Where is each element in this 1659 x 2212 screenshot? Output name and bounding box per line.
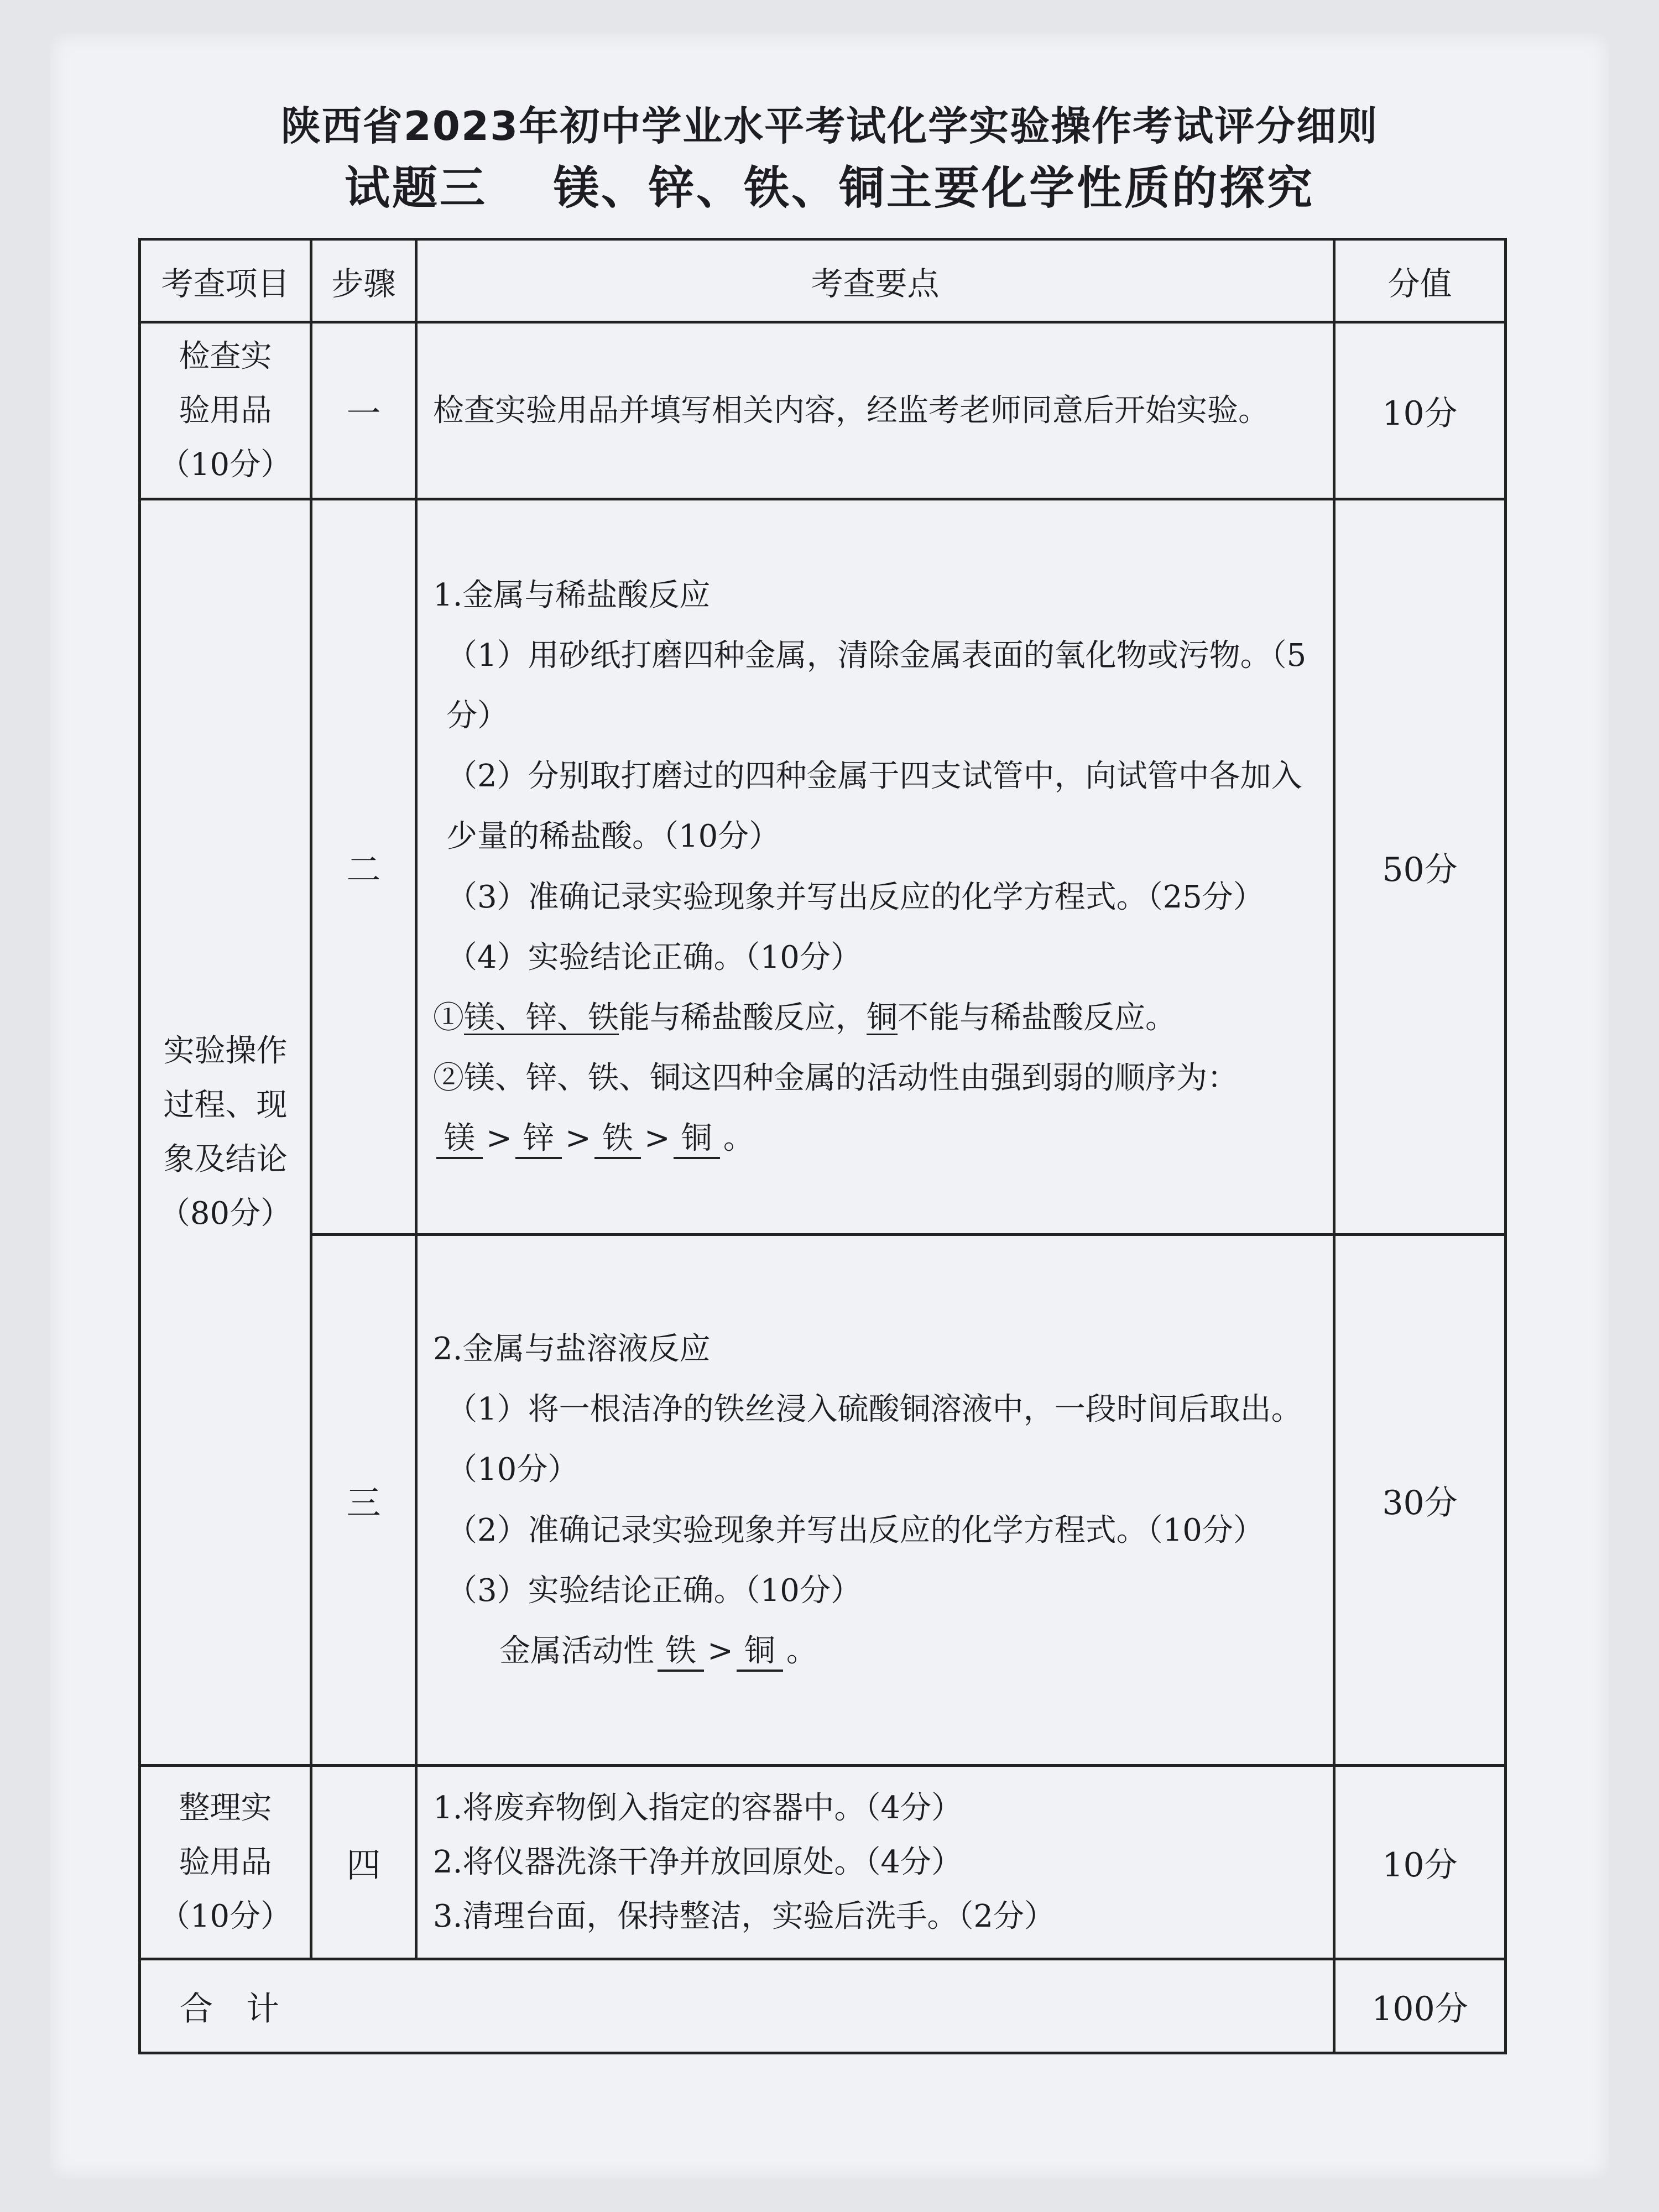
points-cell: 2.金属与盐溶液反应 （1）将一根洁净的铁丝浸入硫酸铜溶液中，一段时间后取出。（10分） （2）准确记录实验现象并写出反应的化学方程式。（10分） （3）实验结论正确。（10分） 金属活动性 铁 > 铜 。 <box>416 1235 1334 1766</box>
points-cell: 1.金属与稀盐酸反应 （1）用砂纸打磨四种金属，清除金属表面的氧化物或污物。（5分） （2）分别取打磨过的四种金属于四支试管中，向试管中各加入少量的稀盐酸。（10分） （3）准确记录实验现象并写出反应的化学方程式。（25分） （4）实验结论正确。（10分） ①镁、锌、铁能与稀盐酸反应，铜不能与稀盐酸反应。 ②镁、锌、铁、铜这四种金属的活动性由强到弱的顺序为： 镁 > 锌 > 铁 > 铜 。 <box>416 499 1334 1235</box>
document-subtitle <box>0 152 1659 217</box>
question-number: 试题三 <box>344 162 487 215</box>
table-row <box>140 1235 1506 1766</box>
total-label: 合计 <box>140 1959 1334 2053</box>
item-cell: 检查实 验用品 （10分） <box>140 322 311 499</box>
conclusion-2: ②镁、锌、铁、铜这四种金属的活动性由强到弱的顺序为： <box>433 1060 1238 1097</box>
points-cell: 1.将废弃物倒入指定的容器中。（4分） 2.将仪器洗涤干净并放回原处。（4分） 3.清理台面，保持整洁，实验后洗手。（2分） <box>416 1766 1334 1959</box>
table-header-row <box>140 239 1506 322</box>
total-score: 100分 <box>1334 1959 1506 2053</box>
total-row <box>140 1959 1506 2053</box>
question-topic: 镁、锌、铁、铜主要化学性质的探究 <box>554 162 1315 215</box>
item-cell: 整理实 验用品 （10分） <box>140 1766 311 1959</box>
step-cell: 四 <box>311 1766 416 1959</box>
score-cell: 10分 <box>1334 1766 1506 1959</box>
table-row <box>140 499 1506 1235</box>
score-cell: 50分 <box>1334 499 1506 1235</box>
step-cell: 三 <box>311 1235 416 1766</box>
header-step: 步骤 <box>311 239 416 322</box>
score-cell: 30分 <box>1334 1235 1506 1766</box>
header-score: 分值 <box>1334 239 1506 322</box>
document-title: 陕西省2023年初中学业水平考试化学实验操作考试评分细则 <box>280 103 1379 149</box>
item-cell-merged: 实验操作 过程、现 象及结论 （80分） <box>140 499 311 1766</box>
table-row <box>140 322 1506 499</box>
step-cell: 二 <box>311 499 416 1235</box>
scoring-table <box>138 238 1507 2054</box>
conclusion-1: ①镁、锌、铁能与稀盐酸反应，铜不能与稀盐酸反应。 <box>433 999 1176 1036</box>
header-item: 考查项目 <box>140 239 311 322</box>
table-row <box>140 1766 1506 1959</box>
activity-order: 镁 > 锌 > 铁 > 铜 。 <box>433 1108 1317 1168</box>
points-cell: 检查实验用品并填写相关内容，经监考老师同意后开始实验。 <box>416 322 1334 499</box>
activity-conclusion: 金属活动性 铁 > 铜 。 <box>433 1621 1317 1681</box>
header-points: 考查要点 <box>416 239 1334 322</box>
score-cell: 10分 <box>1334 322 1506 499</box>
step-cell: 一 <box>311 322 416 499</box>
